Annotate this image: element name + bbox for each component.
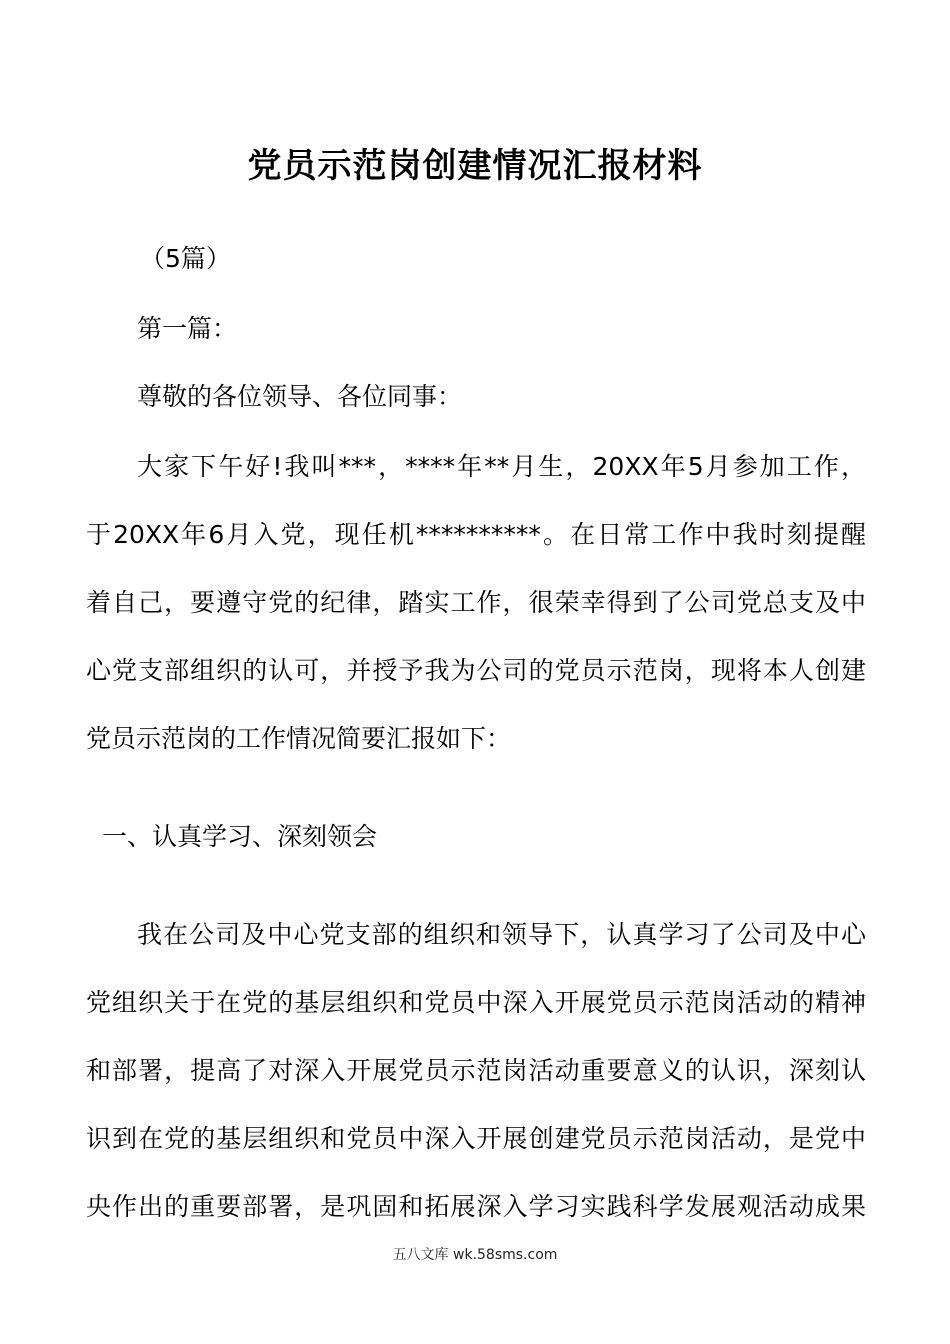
paragraph-1-line: 着自己，要遵守党的纪律，踏实工作，很荣幸得到了公司党总支及中 [86, 588, 866, 617]
paragraph-1-line: 党员示范岗的工作情况简要汇报如下： [86, 724, 512, 753]
paragraph-2-line: 我在公司及中心党支部的组织和领导下，认真学习了公司及中心 [137, 920, 866, 949]
document-title: 党员示范岗创建情况汇报材料 [247, 146, 703, 186]
paragraph-2-line: 央作出的重要部署，是巩固和拓展深入学习实践科学发展观活动成果 [86, 1192, 866, 1221]
count-note: （5篇） [140, 244, 231, 273]
paragraph-2-line: 和部署，提高了对深入开展党员示范岗活动重要意义的认识，深刻认 [86, 1056, 866, 1085]
paragraph-2-line: 识到在党的基层组织和党员中深入开展创建党员示范岗活动，是党中 [86, 1124, 866, 1153]
paragraph-2-line: 党组织关于在党的基层组织和党员中深入开展党员示范岗活动的精神 [86, 988, 866, 1017]
salutation: 尊敬的各位领导、各位同事： [137, 382, 463, 411]
section-heading: 一、认真学习、深刻领会 [102, 822, 378, 851]
paragraph-1-line: 于20XX年6月入党，现任机**********。在日常工作中我时刻提醒 [86, 520, 866, 549]
paragraph-1-line: 心党支部组织的认可，并授予我为公司的党员示范岗，现将本人创建 [86, 656, 866, 685]
footer-watermark: 五八文库 wk.58sms.com [392, 1247, 558, 1263]
paragraph-1-line: 大家下午好!我叫***，****年**月生，20XX年5月参加工作， [137, 452, 866, 481]
part-label: 第一篇： [137, 314, 238, 343]
